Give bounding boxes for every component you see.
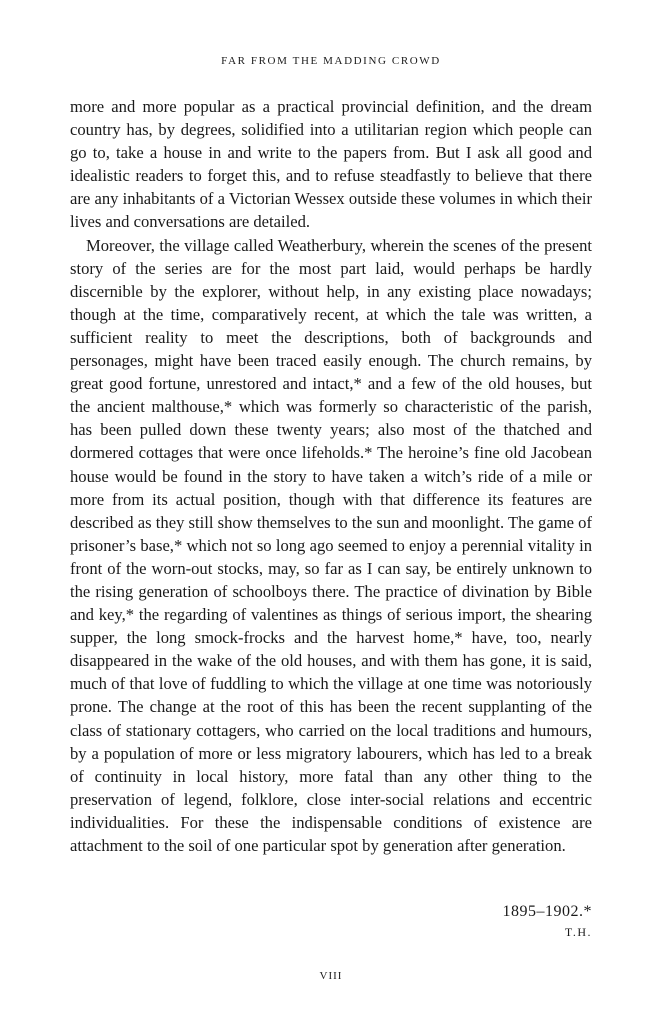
paragraph-continued: more and more popular as a practical provincial definition, and the dream country has, by degrees, solidified into a utilitarian region which people can go to, take a house in and write to the papers from. But I ask all good and idealistic readers to forget this, and to refuse steadfastly to believe that there are any inhabitants of a Victorian Wessex outside these volumes in which their lives and conversations are detailed. xyxy=(70,97,592,232)
author-initials: T.H. xyxy=(564,925,592,939)
date-line: 1895–1902.* xyxy=(502,903,592,920)
running-head: FAR FROM THE MADDING CROWD xyxy=(221,55,441,67)
paragraph: Moreover, the village called Weatherbury, wherein the scenes of the present story of the series are for the most part laid, would perhaps be hardly discernible by the explorer, without help, in any existing place nowadays; though at the time, comparatively recent, at which the tale was written, a sufficient reality to meet the descriptions, both of backgrounds and personages, might have been traced easily enough. The church remains, by great good fortune, unrestored and intact,* and a few of the old houses, but the ancient malthouse,* which was formerly so characteristic of the parish, has been pulled down these twenty years; also most of the thatched and dormered cottages that were once lifeholds.* The heroine’s fine old Jacobean house would be found in the story to have taken a witch’s ride of a mile or more from its actual position, though with that difference its features are described as they still show themselves to the sun and moonlight. The game of prisoner’s base,* which not so long ago seemed to enjoy a perennial vitality in front of the worn-out stocks, may, so far as I can say, be entirely unknown to the rising generation of schoolboys there. The practice of divination by Bible and key,* the regarding of valentines as things of serious import, the shearing supper, the long smock-frocks and the harvest home,* have, too, nearly disappeared in the wake of the old houses, and with them has gone, it is said, much of that love of fuddling to which the village at one time was notoriously prone. The change at the root of this has been the recent supplanting of the class of stationary cottagers, who carried on the local traditions and humours, by a population of more or less migratory labourers, which has led to a break of continuity in local history, more fatal than any other thing to the preservation of legend, folklore, close inter-social relations and eccentric individualities. For these the indispensable conditions of existence are attachment to the soil of one particular spot by generation after generation. xyxy=(70,235,592,855)
body-text xyxy=(70,95,592,857)
page-number: VIII xyxy=(319,970,343,982)
